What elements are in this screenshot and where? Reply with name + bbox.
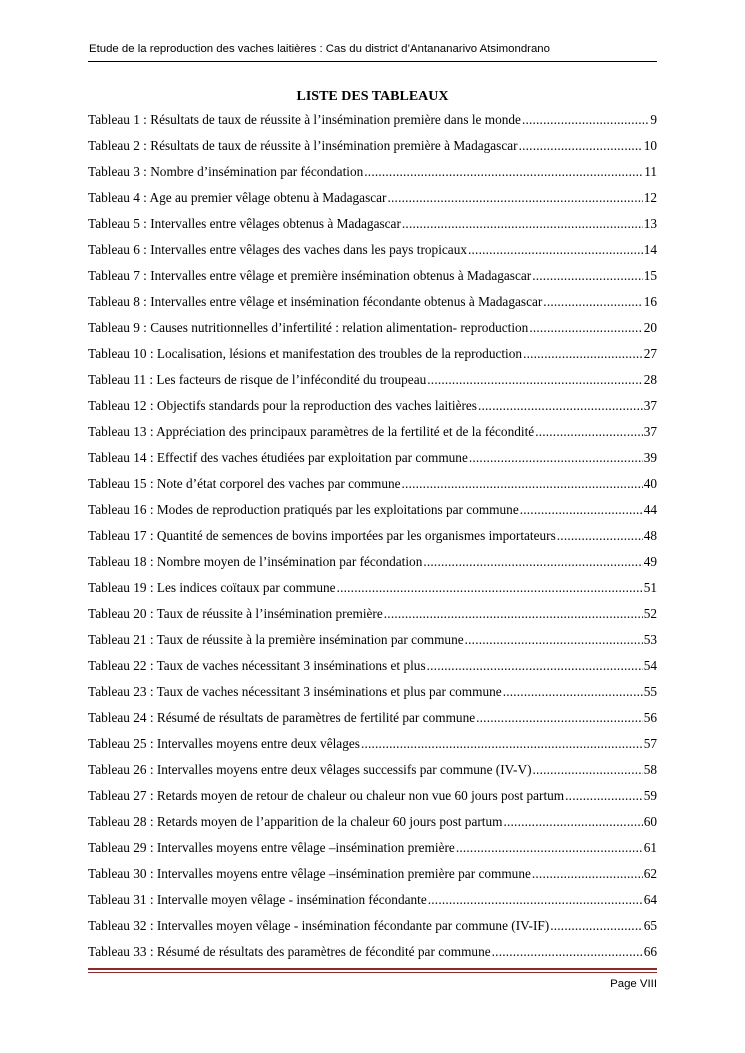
dot-leader — [337, 580, 643, 596]
toc-entry-label: Tableau 15 : Note d’état corporel des vaches par commune — [88, 476, 401, 491]
toc-entry[interactable] — [88, 242, 657, 268]
toc-entry-page-number: 58 — [643, 762, 657, 777]
toc-entry-page-number: 28 — [643, 372, 657, 387]
toc-entry[interactable] — [88, 554, 657, 580]
dot-leader — [427, 372, 642, 388]
toc-entry[interactable] — [88, 450, 657, 476]
toc-entry[interactable] — [88, 814, 657, 840]
toc-entry-label: Tableau 24 : Résumé de résultats de paramètres de fertilité par commune — [88, 710, 476, 725]
dot-leader — [532, 866, 643, 882]
toc-entry[interactable] — [88, 840, 657, 866]
toc-entry[interactable] — [88, 164, 657, 190]
toc-entry-label: Tableau 5 : Intervalles entre vêlages obtenus à Madagascar — [88, 216, 401, 231]
dot-leader — [520, 502, 643, 518]
toc-entry-label: Tableau 6 : Intervalles entre vêlages des vaches dans les pays tropicaux — [88, 242, 467, 257]
toc-entry-label: Tableau 13 : Appréciation des principaux paramètres de la fertilité et de la fécondité — [88, 424, 535, 439]
toc-entry-label: Tableau 25 : Intervalles moyens entre deux vêlages — [88, 736, 360, 751]
dot-leader — [522, 112, 649, 128]
toc-entry-label: Tableau 26 : Intervalles moyens entre deux vêlages successifs par commune (IV-V) — [88, 762, 532, 777]
toc-entry-label: Tableau 1 : Résultats de taux de réussite à l’insémination première dans le monde — [88, 112, 521, 127]
toc-entry-page-number: 53 — [643, 632, 657, 647]
toc-entry-page-number: 56 — [643, 710, 657, 725]
toc-entry-label: Tableau 29 : Intervalles moyens entre vêlage –insémination première — [88, 840, 455, 855]
toc-entry-label: Tableau 18 : Nombre moyen de l’insémination par fécondation — [88, 554, 423, 569]
toc-entry[interactable] — [88, 268, 657, 294]
toc-entry[interactable] — [88, 606, 657, 632]
toc-entry-label: Tableau 28 : Retards moyen de l’apparition de la chaleur 60 jours post partum — [88, 814, 503, 829]
toc-entry[interactable] — [88, 216, 657, 242]
dot-leader — [402, 216, 643, 232]
toc-entry[interactable] — [88, 658, 657, 684]
dot-leader — [535, 424, 643, 440]
toc-entry-label: Tableau 30 : Intervalles moyens entre vêlage –insémination première par commune — [88, 866, 531, 881]
toc-entry-label: Tableau 10 : Localisation, lésions et manifestation des troubles de la reproduction — [88, 346, 523, 361]
dot-leader — [384, 606, 643, 622]
toc-entry-page-number: 54 — [643, 658, 657, 673]
toc-entry-label: Tableau 14 : Effectif des vaches étudiées par exploitation par commune — [88, 450, 468, 465]
dot-leader — [529, 320, 642, 336]
footer-divider-thin — [88, 972, 657, 973]
toc-entry[interactable] — [88, 112, 657, 138]
dot-leader — [468, 242, 643, 258]
toc-entry[interactable] — [88, 892, 657, 918]
dot-leader — [476, 710, 643, 726]
toc-entry-page-number: 13 — [643, 216, 657, 231]
toc-entry-page-number: 62 — [643, 866, 657, 881]
dot-leader — [550, 918, 642, 934]
toc-entry[interactable] — [88, 866, 657, 892]
toc-entry-page-number: 61 — [643, 840, 657, 855]
toc-entry[interactable] — [88, 294, 657, 320]
toc-entry-page-number: 55 — [643, 684, 657, 699]
toc-entry-page-number: 52 — [643, 606, 657, 621]
toc-entry-label: Tableau 12 : Objectifs standards pour la reproduction des vaches laitières — [88, 398, 477, 413]
dot-leader — [478, 398, 643, 414]
header-divider — [88, 61, 657, 62]
page-title: LISTE DES TABLEAUX — [296, 89, 449, 104]
toc-entry[interactable] — [88, 528, 657, 554]
toc-entry-label: Tableau 22 : Taux de vaches nécessitant 3 inséminations et plus — [88, 658, 426, 673]
dot-leader — [402, 476, 643, 492]
toc-entry[interactable] — [88, 632, 657, 658]
toc-entry-page-number: 48 — [643, 528, 657, 543]
toc-entry-label: Tableau 2 : Résultats de taux de réussite à l’insémination première à Madagascar — [88, 138, 518, 153]
toc-entry[interactable] — [88, 398, 657, 424]
toc-entry[interactable] — [88, 684, 657, 710]
dot-leader — [503, 814, 642, 830]
toc-entry-label: Tableau 8 : Intervalles entre vêlage et insémination fécondante obtenus à Madagascar — [88, 294, 543, 309]
toc-entry-page-number: 27 — [643, 346, 657, 361]
toc-entry-label: Tableau 32 : Intervalles moyen vêlage - insémination fécondante par commune (IV-IF) — [88, 918, 550, 933]
toc-entry-label: Tableau 4 : Age au premier vêlage obtenu à Madagascar — [88, 190, 387, 205]
dot-leader — [423, 554, 642, 570]
toc-entry-label: Tableau 11 : Les facteurs de risque de l’infécondité du troupeau — [88, 372, 427, 387]
toc-entry-label: Tableau 3 : Nombre d’insémination par fécondation — [88, 164, 364, 179]
toc-entry[interactable] — [88, 424, 657, 450]
toc-entry-label: Tableau 23 : Taux de vaches nécessitant 3 inséminations et plus par commune — [88, 684, 502, 699]
toc-entry[interactable] — [88, 580, 657, 606]
footer-divider-thick — [88, 968, 657, 970]
toc-entry-page-number: 66 — [643, 944, 657, 959]
dot-leader — [465, 632, 643, 648]
toc-entry-page-number: 9 — [650, 112, 657, 127]
toc-entry-page-number: 57 — [643, 736, 657, 751]
toc-entry-page-number: 39 — [643, 450, 657, 465]
toc-entry-label: Tableau 31 : Intervalle moyen vêlage - insémination fécondante — [88, 892, 427, 907]
dot-leader — [469, 450, 643, 466]
dot-leader — [456, 840, 643, 856]
toc-entry[interactable] — [88, 476, 657, 502]
toc-entry-page-number: 20 — [643, 320, 657, 335]
toc-entry-label: Tableau 7 : Intervalles entre vêlage et première insémination obtenus à Madagascar — [88, 268, 532, 283]
toc-entry-label: Tableau 33 : Résumé de résultats des paramètres de fécondité par commune — [88, 944, 491, 959]
dot-leader — [361, 736, 643, 752]
dot-leader — [557, 528, 643, 544]
toc-entry-label: Tableau 19 : Les indices coïtaux par commune — [88, 580, 336, 595]
toc-entry[interactable] — [88, 918, 657, 944]
dot-leader — [428, 892, 643, 908]
toc-entry-label: Tableau 17 : Quantité de semences de bovins importées par les organismes importateurs — [88, 528, 556, 543]
dot-leader — [543, 294, 642, 310]
dot-leader — [565, 788, 643, 804]
toc-entry-label: Tableau 21 : Taux de réussite à la première insémination par commune — [88, 632, 464, 647]
running-header: Etude de la reproduction des vaches laitières : Cas du district d’Antananarivo Atsimondrano — [89, 43, 550, 55]
toc-entry[interactable] — [88, 710, 657, 736]
dot-leader — [492, 944, 643, 960]
toc-entry[interactable] — [88, 736, 657, 762]
dot-leader — [388, 190, 643, 206]
toc-entry-page-number: 40 — [643, 476, 657, 491]
toc-entry[interactable] — [88, 762, 657, 788]
toc-entry[interactable] — [88, 788, 657, 814]
toc-entry-page-number: 65 — [643, 918, 657, 933]
toc-entry-page-number: 51 — [643, 580, 657, 595]
toc-entry-page-number: 15 — [643, 268, 657, 283]
table-list — [88, 112, 657, 970]
dot-leader — [427, 658, 643, 674]
toc-entry-label: Tableau 20 : Taux de réussite à l’insémination première — [88, 606, 383, 621]
toc-entry[interactable] — [88, 190, 657, 216]
toc-entry-page-number: 16 — [643, 294, 657, 309]
toc-entry[interactable] — [88, 138, 657, 164]
toc-entry-page-number: 49 — [643, 554, 657, 569]
toc-entry-page-number: 64 — [643, 892, 657, 907]
toc-entry-page-number: 12 — [643, 190, 657, 205]
toc-entry-page-number: 60 — [643, 814, 657, 829]
toc-entry[interactable] — [88, 346, 657, 372]
dot-leader — [533, 762, 643, 778]
toc-entry-page-number: 10 — [643, 138, 657, 153]
toc-entry[interactable] — [88, 502, 657, 528]
toc-entry-page-number: 37 — [643, 398, 657, 413]
toc-entry-label: Tableau 9 : Causes nutritionnelles d’infertilité : relation alimentation- reproduction — [88, 320, 529, 335]
toc-entry-label: Tableau 16 : Modes de reproduction pratiqués par les exploitations par commune — [88, 502, 519, 517]
toc-entry-page-number: 37 — [643, 424, 657, 439]
dot-leader — [519, 138, 643, 154]
toc-entry-page-number: 14 — [643, 242, 657, 257]
toc-entry[interactable] — [88, 320, 657, 346]
dot-leader — [364, 164, 643, 180]
page-number: Page VIII — [610, 978, 657, 990]
toc-entry-page-number: 44 — [643, 502, 657, 517]
dot-leader — [503, 684, 643, 700]
toc-entry-page-number: 11 — [644, 164, 657, 179]
toc-entry[interactable] — [88, 944, 657, 970]
dot-leader — [532, 268, 642, 284]
toc-entry-page-number: 59 — [643, 788, 657, 803]
dot-leader — [523, 346, 643, 362]
toc-entry[interactable] — [88, 372, 657, 398]
toc-entry-label: Tableau 27 : Retards moyen de retour de chaleur ou chaleur non vue 60 jours post partum — [88, 788, 565, 803]
